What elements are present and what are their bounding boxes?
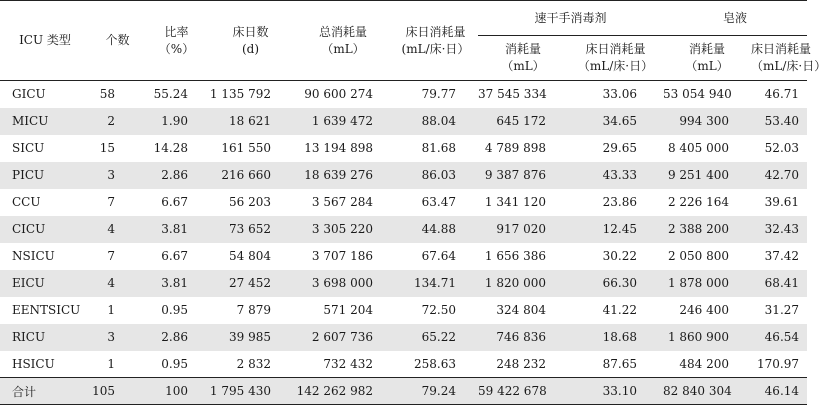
header-sanitizer-consumption: 消耗量 （mL） (478, 36, 568, 81)
table-row (0, 135, 807, 162)
cell-ratio: 6.67 (161, 249, 188, 263)
cell-total: 90 600 274 (304, 87, 373, 102)
cell-san-bed: 33.06 (602, 87, 638, 102)
header-bed-days: 床日数 (d) (208, 1, 293, 81)
cell-total-bed: 67.64 (421, 249, 456, 263)
cell-count: 3 (107, 168, 115, 182)
cell-ratio: 0.95 (161, 303, 188, 317)
cell-san-cons: 37 545 334 (478, 87, 547, 102)
cell-san-bed: 87.65 (602, 356, 638, 371)
cell-san-bed: 33.10 (568, 378, 663, 405)
cell-san-bed: 29.65 (602, 141, 638, 155)
cell-total-bed: 63.47 (421, 195, 456, 209)
cell-bed-days: 39 985 (229, 330, 271, 344)
cell-total: 18 639 276 (304, 168, 373, 182)
cell-total: 1 639 472 (311, 114, 373, 128)
cell-soap-cons: 8 405 000 (667, 141, 730, 155)
cell-ratio: 6.67 (161, 195, 188, 209)
cell-count: 7 (107, 249, 115, 263)
cell-soap-bed: 52.03 (764, 141, 800, 155)
cell-total-bed: 258.63 (414, 356, 456, 371)
cell-unit: MICU (12, 114, 49, 128)
cell-bed-days: 56 203 (229, 195, 271, 209)
cell-ratio: 100 (145, 378, 208, 405)
header-unit: ICU 类型 (0, 1, 90, 81)
cell-san-bed: 23.86 (602, 195, 638, 209)
cell-soap-cons: 1 860 900 (667, 330, 730, 344)
cell-san-cons: 1 341 120 (484, 195, 546, 209)
cell-bed-days: 2 832 (236, 356, 271, 371)
cell-soap-bed: 68.41 (764, 276, 800, 290)
cell-total: 571 204 (323, 303, 373, 317)
cell-soap-bed: 170.97 (757, 356, 800, 371)
cell-bed-days: 216 660 (221, 168, 271, 182)
cell-soap-bed: 39.61 (764, 195, 800, 209)
cell-total-bed: 81.68 (421, 141, 456, 155)
cell-soap-bed: 32.43 (764, 222, 800, 236)
cell-total: 732 432 (323, 356, 373, 371)
table-row (0, 270, 807, 297)
cell-total-bed: 65.22 (421, 330, 456, 344)
cell-soap-cons: 82 840 304 (663, 378, 751, 405)
header-sanitizer-bed-consumption: 床日消耗量 （mL/床·日） (568, 36, 663, 81)
cell-san-cons: 9 387 876 (484, 168, 546, 182)
table-row (0, 108, 807, 135)
cell-ratio: 1.90 (161, 114, 188, 128)
cell-soap-bed: 42.70 (764, 168, 800, 182)
header-total-consumption: 总消耗量 （mL） (293, 1, 393, 81)
cell-soap-bed: 46.54 (764, 330, 800, 344)
table-row (0, 324, 807, 351)
cell-unit: EENTSICU (12, 303, 81, 317)
total-row (0, 378, 807, 405)
cell-san-cons: 1 820 000 (484, 276, 546, 290)
cell-san-bed: 12.45 (602, 222, 638, 236)
table-row (0, 243, 807, 270)
cell-total-bed: 79.24 (393, 378, 478, 405)
cell-san-cons: 645 172 (496, 114, 546, 128)
cell-total: 142 262 982 (293, 378, 393, 405)
cell-bed-days: 7 879 (236, 303, 271, 317)
table-row (0, 81, 807, 108)
cell-soap-bed: 31.27 (764, 303, 800, 317)
cell-unit: RICU (12, 330, 46, 344)
cell-count: 2 (107, 114, 115, 128)
table-row (0, 162, 807, 189)
header-ratio: 比率 （%） (145, 1, 208, 81)
cell-san-bed: 41.22 (602, 303, 638, 317)
cell-san-bed: 18.68 (602, 330, 638, 344)
cell-ratio: 2.86 (161, 330, 188, 344)
cell-total: 3 567 284 (311, 195, 373, 209)
table-row (0, 351, 807, 378)
header-soap-bed-consumption: 床日消耗量 （mL/床·日） (751, 36, 807, 81)
cell-soap-cons: 2 226 164 (667, 195, 730, 209)
cell-count: 1 (107, 303, 115, 317)
cell-total: 3 698 000 (311, 276, 373, 290)
cell-soap-cons: 1 878 000 (667, 276, 730, 290)
table-row (0, 297, 807, 324)
cell-soap-cons: 9 251 400 (667, 168, 730, 182)
cell-bed-days: 54 804 (229, 249, 271, 263)
cell-soap-bed: 53.40 (764, 114, 800, 128)
cell-bed-days: 1 795 430 (208, 378, 293, 405)
cell-total: 2 607 736 (311, 330, 373, 344)
cell-san-cons: 324 804 (496, 303, 546, 317)
cell-san-cons: 746 836 (496, 330, 546, 344)
cell-unit: GICU (12, 87, 46, 102)
cell-san-cons: 917 020 (496, 222, 546, 236)
cell-unit: CCU (12, 195, 41, 209)
cell-san-bed: 30.22 (602, 249, 638, 263)
cell-count: 58 (99, 87, 115, 102)
cell-count: 15 (99, 141, 115, 155)
cell-ratio: 2.86 (161, 168, 188, 182)
table-row (0, 216, 807, 243)
cell-soap-bed: 46.14 (751, 378, 807, 405)
cell-san-bed: 43.33 (602, 168, 638, 182)
cell-total-bed: 86.03 (421, 168, 456, 182)
cell-san-cons: 248 232 (496, 356, 546, 371)
cell-total-bed: 44.88 (421, 222, 456, 236)
header-total-bed-consumption: 床日消耗量 (mL/床·日） (393, 1, 478, 81)
cell-bed-days: 161 550 (221, 141, 271, 155)
cell-unit: PICU (12, 168, 45, 182)
cell-bed-days: 73 652 (229, 222, 271, 236)
cell-unit: EICU (12, 276, 45, 290)
cell-san-bed: 66.30 (602, 276, 638, 290)
cell-soap-cons: 2 388 200 (667, 222, 730, 236)
cell-ratio: 3.81 (161, 276, 188, 290)
cell-count: 1 (107, 356, 115, 371)
cell-ratio: 55.24 (153, 87, 188, 102)
cell-total-bed: 88.04 (421, 114, 456, 128)
cell-unit: CICU (12, 222, 46, 236)
cell-bed-days: 1 135 792 (209, 87, 271, 102)
cell-soap-cons: 484 200 (679, 356, 730, 371)
cell-soap-cons: 246 400 (679, 303, 730, 317)
cell-bed-days: 18 621 (229, 114, 271, 128)
cell-count: 4 (107, 222, 115, 236)
cell-soap-cons: 53 054 940 (663, 87, 732, 102)
cell-bed-days: 27 452 (229, 276, 271, 290)
cell-total: 3 305 220 (311, 222, 373, 236)
table-body (0, 81, 807, 405)
table-row (0, 189, 807, 216)
header-count: 个数 (90, 1, 145, 81)
cell-san-cons: 4 789 898 (484, 141, 546, 155)
cell-soap-cons: 2 050 800 (667, 249, 730, 263)
cell-soap-bed: 46.71 (764, 87, 800, 102)
header-group-sanitizer: 速干手消毒剂 (478, 1, 663, 36)
cell-total-bed: 72.50 (421, 303, 456, 317)
cell-unit: 合计 (0, 378, 90, 405)
cell-san-bed: 34.65 (602, 114, 638, 128)
cell-san-cons: 59 422 678 (478, 378, 568, 405)
cell-total: 13 194 898 (304, 141, 373, 155)
cell-ratio: 3.81 (161, 222, 188, 236)
cell-unit: SICU (12, 141, 45, 155)
cell-count: 3 (107, 330, 115, 344)
cell-soap-cons: 994 300 (679, 114, 730, 128)
cell-total: 3 707 186 (311, 249, 373, 263)
cell-count: 105 (90, 378, 145, 405)
cell-count: 7 (107, 195, 115, 209)
cell-san-cons: 1 656 386 (484, 249, 546, 263)
cell-ratio: 0.95 (161, 356, 188, 371)
cell-total-bed: 79.77 (421, 87, 456, 102)
cell-soap-bed: 37.42 (764, 249, 800, 263)
header-group-soap: 皂液 (663, 1, 807, 36)
header-soap-consumption: 消耗量 （mL） (663, 36, 751, 81)
cell-count: 4 (107, 276, 115, 290)
cell-ratio: 14.28 (153, 141, 188, 155)
cell-unit: NSICU (12, 249, 55, 263)
table-header (0, 1, 826, 81)
cell-total-bed: 134.71 (414, 276, 456, 290)
cell-unit: HSICU (12, 356, 55, 371)
